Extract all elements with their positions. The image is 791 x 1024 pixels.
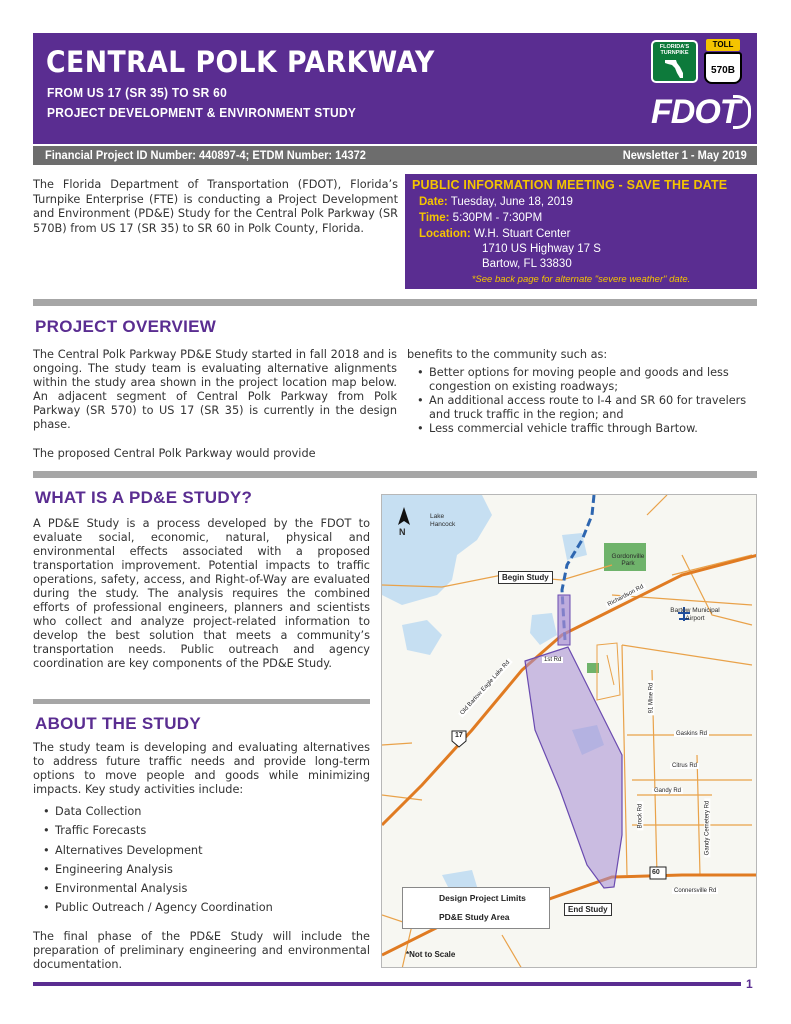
road-label-connersville: Connersville Rd: [674, 888, 717, 894]
legend-study-label: PD&E Study Area: [439, 912, 510, 922]
toll-label: TOLL: [706, 39, 740, 51]
section-divider: [33, 299, 757, 306]
lake-label: Lake Hancock: [430, 513, 456, 528]
meeting-location-street: 1710 US Highway 17 S: [482, 243, 601, 255]
benefits-intro: benefits to the community such as:: [407, 348, 608, 361]
north-label: N: [399, 527, 406, 537]
final-phase-paragraph: The final phase of the PD&E Study will include the preparation of preliminary engineering and environmental documentation.: [33, 930, 370, 971]
road-label-first: 1st Rd: [544, 657, 562, 663]
pde-heading: WHAT IS A PD&E STUDY?: [35, 488, 253, 507]
map-legend: [402, 887, 550, 929]
begin-study-callout: Begin Study: [498, 571, 553, 584]
list-item: • Environmental Analysis: [41, 879, 361, 898]
pde-study-area: [525, 647, 622, 888]
airport-label: Bartow Municipal Airport: [670, 607, 720, 622]
fdot-logo: FDOT: [651, 93, 740, 131]
list-item: • Better options for moving people and goods and less congestion on existing roadways;: [415, 366, 750, 394]
page-title: CENTRAL POLK PARKWAY: [46, 45, 435, 79]
list-item: • Public Outreach / Agency Coordination: [41, 898, 361, 917]
toll-route-shield: [703, 39, 743, 85]
about-heading: ABOUT THE STUDY: [35, 714, 201, 733]
end-study-callout: End Study: [564, 903, 612, 916]
list-item: • Engineering Analysis: [41, 860, 361, 879]
list-item: • An additional access route to I-4 and SR 60 for travelers and truck traffic in the region; and: [415, 394, 750, 422]
lake-hancock-water: [382, 495, 492, 605]
project-location-map: [381, 494, 757, 968]
list-item: • Alternatives Development: [41, 841, 361, 860]
florida-state-icon: [664, 58, 686, 80]
page-subtitle-study: PROJECT DEVELOPMENT & ENVIRONMENT STUDY: [47, 105, 357, 120]
project-info-bar: [33, 146, 757, 165]
route-shield-icon: [704, 52, 742, 84]
local-roads: [382, 743, 522, 968]
project-id-numbers: Financial Project ID Number: 440897-4; ETDM Number: 14372: [45, 148, 366, 162]
turnpike-logo: [651, 40, 698, 83]
list-item: • Less commercial vehicle traffic through Bartow.: [415, 422, 750, 436]
meeting-date-label: Date:: [419, 196, 448, 208]
overview-paragraph-2: The proposed Central Polk Parkway would provide: [33, 447, 316, 460]
activities-list: [41, 802, 361, 918]
meeting-time-value: 5:30PM - 7:30PM: [452, 212, 543, 224]
intro-paragraph: The Florida Department of Transportation (FDOT), Florida’s Turnpike Enterprise (FTE) is conducting a Project Development and Environment (PD&E) Study for the Central Polk Parkway (SR 570B) from US 17 (SR 35) to SR 60 in Polk County, Florida.: [33, 178, 398, 235]
toll-route-number: 570B: [711, 65, 735, 76]
us-17-label: 17: [455, 732, 463, 739]
meeting-date: [419, 196, 573, 208]
footer-rule: [33, 982, 741, 986]
benefits-list: [415, 366, 750, 436]
legend-design-label: Design Project Limits: [439, 893, 526, 903]
scale-note: *Not to Scale: [406, 950, 456, 959]
meeting-date-value: Tuesday, June 18, 2019: [450, 196, 573, 208]
road-label-old-bartow: Old Bartow Eagle Lake Rd: [459, 659, 512, 717]
list-item: • Data Collection: [41, 802, 361, 821]
road-label-91-mine: 91 Mine Rd: [648, 682, 655, 714]
page-subtitle-route: FROM US 17 (SR 35) TO SR 60: [47, 85, 228, 100]
overview-paragraph: The Central Polk Parkway PD&E Study started in fall 2018 and is ongoing. The study team is evaluating alternative alignments within the study area shown in the project location map below. An adjacent segment of Central Polk Parkway from Polk Parkway (SR 570) to US 17 (SR 35) is currently in the design phase.: [33, 348, 397, 431]
list-item: • Traffic Forecasts: [41, 821, 361, 840]
road-label-gandy: Gandy Rd: [654, 788, 682, 794]
meeting-time-label: Time:: [419, 212, 450, 224]
road-label-citrus: Citrus Rd: [672, 763, 698, 769]
overview-heading: PROJECT OVERVIEW: [35, 317, 217, 336]
meeting-time: [419, 212, 542, 224]
local-roads: [597, 643, 620, 700]
water-body: [530, 613, 557, 645]
meeting-weather-note: *See back page for alternate "severe weather" date.: [471, 274, 691, 285]
newsletter-issue: Newsletter 1 - May 2019: [623, 148, 747, 162]
water-body: [402, 620, 442, 655]
meeting-title: PUBLIC INFORMATION MEETING - SAVE THE DATE: [412, 178, 728, 192]
park-label: Gordonville Park: [611, 553, 645, 567]
begin-study-segment: [558, 595, 570, 645]
about-paragraph: The study team is developing and evaluating alternatives to address future traffic needs and provide long-term options to move people and goods while minimizing impacts. Key study activities include:: [33, 741, 370, 796]
section-divider: [33, 471, 757, 478]
road-label-gaskins: Gaskins Rd: [676, 731, 708, 737]
fdot-swoosh-icon: [733, 95, 751, 129]
page-number: 1: [746, 977, 753, 991]
road-label-gandy-cemetery: Gandy Cemetery Rd: [704, 800, 711, 856]
meeting-location-city: Bartow, FL 33830: [482, 258, 572, 270]
header-banner: [33, 33, 757, 144]
meeting-location: [419, 228, 570, 240]
sr-60-label: 60: [652, 869, 660, 876]
road-label-brock: Brock Rd: [637, 803, 644, 829]
section-divider: [33, 699, 370, 704]
meeting-location-venue: W.H. Stuart Center: [473, 228, 571, 240]
pde-paragraph: A PD&E Study is a process developed by the FDOT to evaluate social, economic, natural, physical and environmental effects associated with a proposed transportation improvement. Potential impacts to traffic operations, safety, access, and Right-of-Way are evaluated during the study. The analysis requires the combined efforts of professional engineers, planners and scientists who collect and analyze project-related information to develop the best solution that meets a community’s transportation needs. Public outreach and agency coordination are key components of the PD&E Study.: [33, 517, 370, 670]
road-label-richardson: Richardson Rd: [606, 584, 645, 608]
meeting-announcement: [405, 174, 757, 289]
meeting-location-label: Location:: [419, 228, 471, 240]
turnpike-logo-text: FLORIDA'S TURNPIKE: [659, 44, 690, 56]
